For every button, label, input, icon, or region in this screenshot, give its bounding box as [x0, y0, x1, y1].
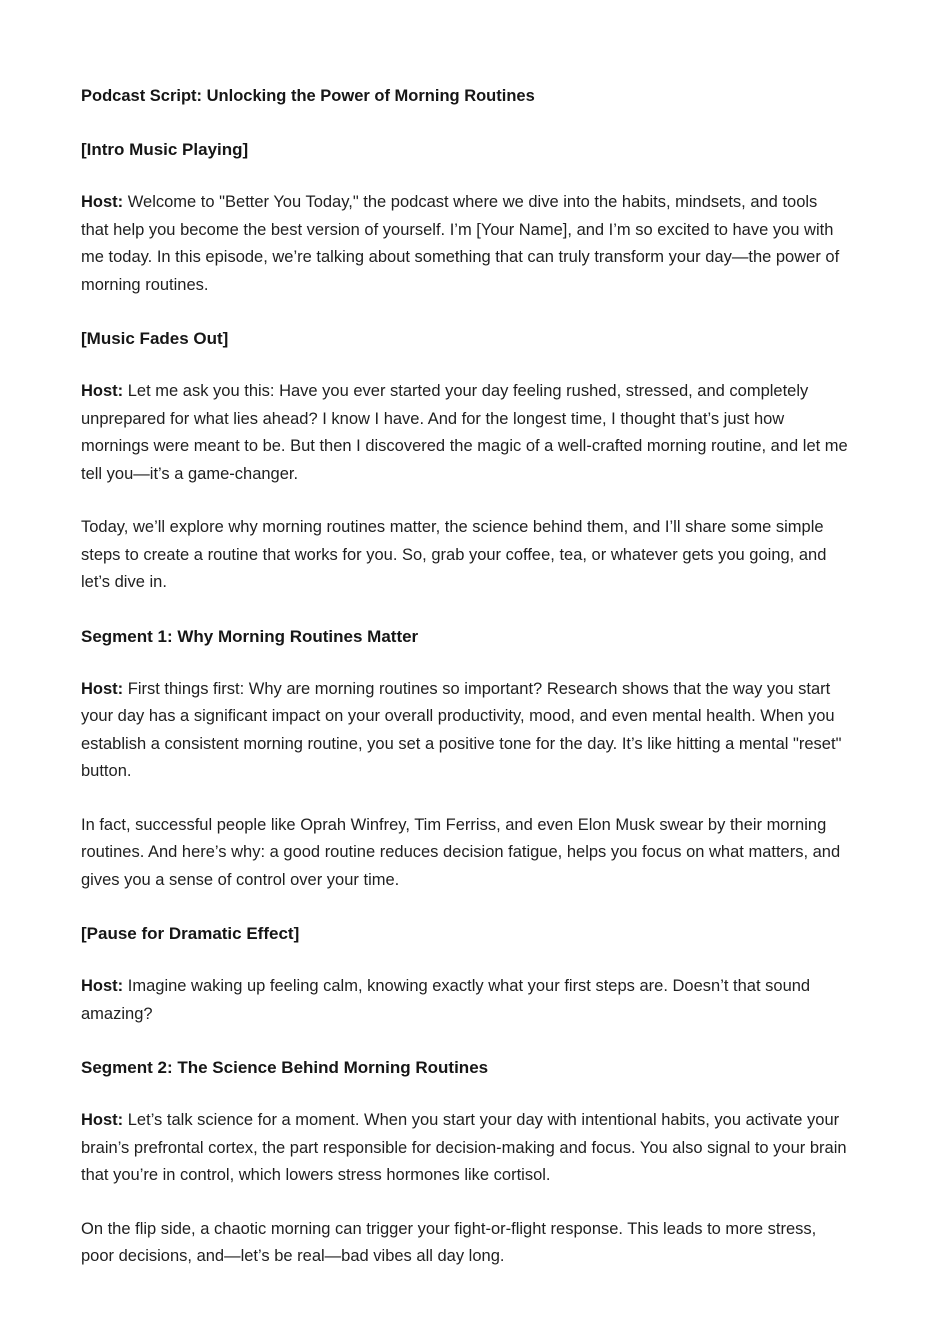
paragraph: [81, 378, 849, 488]
paragraph: Today, we’ll explore why morning routines matter, the science behind them, and I’ll share some simple steps to create a routine that works for you. So, grab your coffee, tea, or whatever gets you going, and let’s dive in.: [81, 518, 827, 591]
host-label: Host:: [81, 977, 124, 995]
paragraph: In fact, successful people like Oprah Winfrey, Tim Ferriss, and even Elon Musk swear by their morning routines. And here’s why: a good routine reduces decision fatigue, helps you focus on what matters, and gives you a sense of control over your time.: [81, 815, 841, 889]
paragraph-text: Imagine waking up feeling calm, knowing exactly what your first steps are. Doesn’t that sound amazing?: [81, 977, 811, 1023]
section-heading: [Pause for Dramatic Effect]: [81, 924, 300, 943]
section-heading: Segment 2: The Science Behind Morning Routines: [81, 1058, 489, 1077]
paragraph: [81, 676, 849, 786]
host-label: Host:: [81, 382, 124, 400]
section-heading: [Intro Music Playing]: [81, 140, 249, 159]
section-heading: Segment 1: Why Morning Routines Matter: [81, 626, 419, 646]
section-heading: [Music Fades Out]: [81, 329, 229, 348]
paragraph: On the flip side, a chaotic morning can trigger your fight-or-flight response. This leads to more stress, poor decisions, and—let’s be real—bad vibes all day long.: [81, 1219, 817, 1265]
paragraph: [81, 973, 849, 1028]
paragraph-text: Let’s talk science for a moment. When you start your day with intentional habits, you activate your brain’s prefrontal cortex, the part responsible for decision-making and focus. You also signal to your brain that you’re in control, which lowers stress hormones like cortisol.: [81, 1111, 847, 1184]
host-label: Host:: [81, 679, 124, 698]
paragraph-text: Let me ask you this: Have you ever started your day feeling rushed, stressed, and completely unprepared for what lies ahead? I know I have. And for the longest time, I thought that’s just how mornings were meant to be. But then I discovered the magic of a well-crafted morning routine, and let me tell you—it’s a game-changer.: [81, 382, 848, 483]
paragraph-text: Welcome to "Better You Today," the podcast where we dive into the habits, mindsets, and tools that help you become the best version of yourself. I’m [Your Name], and I’m so excited to have you with me today. In this episode, we’re talking about something that can truly transform your day—the power of morning routines.: [81, 193, 840, 294]
section-heading: Podcast Script: Unlocking the Power of Morning Routines: [81, 87, 535, 105]
host-label: Host:: [81, 193, 124, 211]
paragraph-text: First things first: Why are morning routines so important? Research shows that the way you start your day has a significant impact on your overall productivity, mood, and even mental health. When you establish a consistent morning routine, you set a positive tone for the day. It’s like hitting a mental "reset" button.: [81, 679, 842, 780]
document-body: [81, 83, 849, 1271]
paragraph: [81, 189, 849, 299]
paragraph: [81, 1107, 849, 1190]
host-label: Host:: [81, 1111, 124, 1129]
